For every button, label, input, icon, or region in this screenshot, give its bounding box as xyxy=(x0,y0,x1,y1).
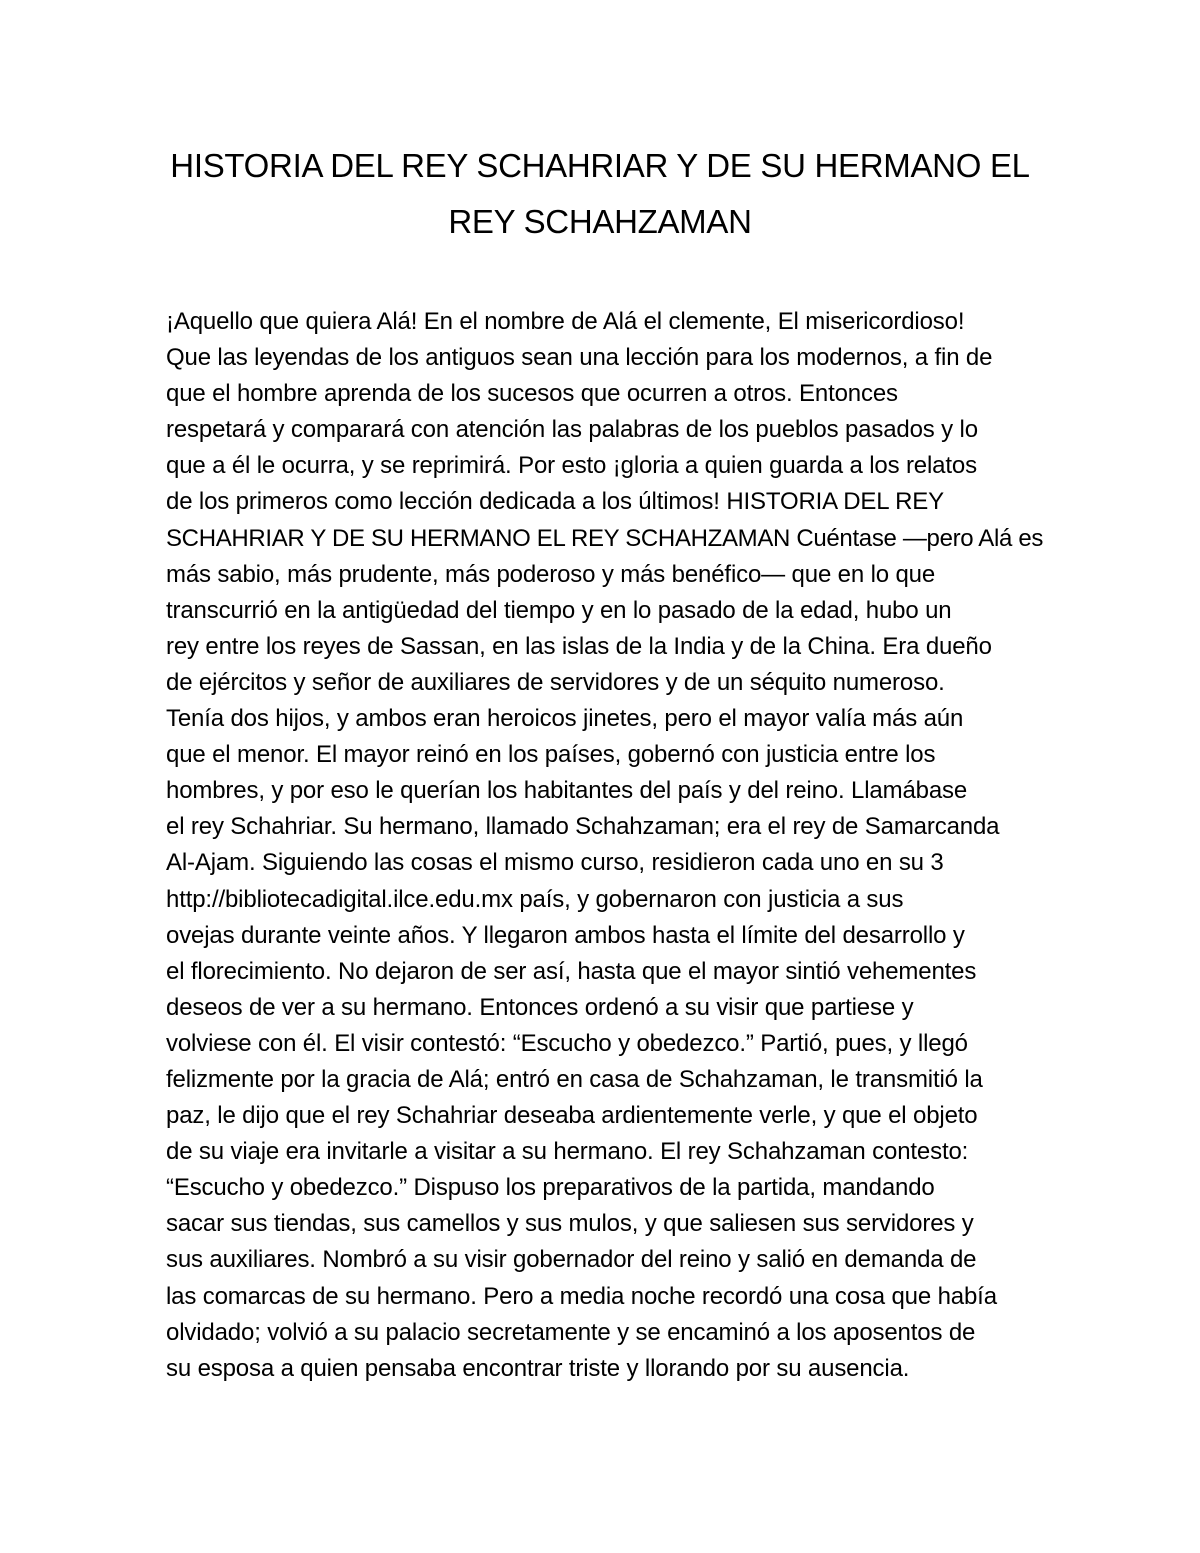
body-line: paz, le dijo que el rey Schahriar deseaba ardientemente verle, y que el objeto xyxy=(166,1102,978,1130)
body-line: Tenía dos hijos, y ambos eran heroicos jinetes, pero el mayor valía más aún xyxy=(166,705,964,733)
body-line: deseos de ver a su hermano. Entonces ordenó a su visir que partiese y xyxy=(166,993,914,1021)
body-line: que el menor. El mayor reinó en los países, gobernó con justicia entre los xyxy=(166,741,936,769)
body-line: rey entre los reyes de Sassan, en las islas de la India y de la China. Era dueño xyxy=(166,632,992,660)
body-line: el rey Schahriar. Su hermano, llamado Schahzaman; era el rey de Samarcanda xyxy=(166,813,1000,841)
body-line: el florecimiento. No dejaron de ser así, hasta que el mayor sintió vehementes xyxy=(166,957,977,985)
body-line: respetará y comparará con atención las palabras de los pueblos pasados y lo xyxy=(166,416,978,444)
body-line: que a él le ocurra, y se reprimirá. Por esto ¡gloria a quien guarda a los relatos xyxy=(166,452,977,480)
title-line: REY SCHAHZAMAN xyxy=(448,203,752,240)
body-line: transcurrió en la antigüedad del tiempo y en lo pasado de la edad, hubo un xyxy=(166,596,952,624)
document-body xyxy=(166,304,1046,1387)
body-line: su esposa a quien pensaba encontrar triste y llorando por su ausencia. xyxy=(166,1354,910,1382)
body-line: volviese con él. El visir contestó: “Escucho y obedezco.” Partió, pues, y llegó xyxy=(166,1029,968,1057)
body-line: sacar sus tiendas, sus camellos y sus mulos, y que saliesen sus servidores y xyxy=(166,1210,974,1238)
body-line: de ejércitos y señor de auxiliares de servidores y de un séquito numeroso. xyxy=(166,668,945,696)
body-line: felizmente por la gracia de Alá; entró en casa de Schahzaman, le transmitió la xyxy=(166,1065,983,1093)
body-line: ovejas durante veinte años. Y llegaron ambos hasta el límite del desarrollo y xyxy=(166,921,965,949)
body-line: Que las leyendas de los antiguos sean una lección para los modernos, a fin de xyxy=(166,344,993,372)
body-line: http://bibliotecadigital.ilce.edu.mx país, y gobernaron con justicia a sus xyxy=(166,885,904,913)
body-line: que el hombre aprenda de los sucesos que ocurren a otros. Entonces xyxy=(166,380,898,408)
body-line: Al-Ajam. Siguiendo las cosas el mismo curso, residieron cada uno en su 3 xyxy=(166,849,944,877)
body-line: sus auxiliares. Nombró a su visir gobernador del reino y salió en demanda de xyxy=(166,1246,977,1274)
body-line: de los primeros como lección dedicada a los últimos! HISTORIA DEL REY xyxy=(166,488,944,516)
body-line: ¡Aquello que quiera Alá! En el nombre de Alá el clemente, El misericordioso! xyxy=(166,308,965,335)
body-line: de su viaje era invitarle a visitar a su hermano. El rey Schahzaman contesto: xyxy=(166,1138,969,1166)
body-line: más sabio, más prudente, más poderoso y más benéfico— que en lo que xyxy=(166,560,936,588)
body-line: SCHAHRIAR Y DE SU HERMANO EL REY SCHAHZAMAN Cuéntase —pero Alá es xyxy=(166,524,1044,552)
body-line: “Escucho y obedezco.” Dispuso los preparativos de la partida, mandando xyxy=(166,1174,935,1202)
body-line: las comarcas de su hermano. Pero a media noche recordó una cosa que había xyxy=(166,1282,997,1310)
body-line: hombres, y por eso le querían los habitantes del país y del reino. Llamábase xyxy=(166,777,968,805)
document-title xyxy=(120,138,1080,250)
title-line: HISTORIA DEL REY SCHAHRIAR Y DE SU HERMANO EL xyxy=(170,147,1030,184)
body-line: olvidado; volvió a su palacio secretamente y se encaminó a los aposentos de xyxy=(166,1318,976,1346)
